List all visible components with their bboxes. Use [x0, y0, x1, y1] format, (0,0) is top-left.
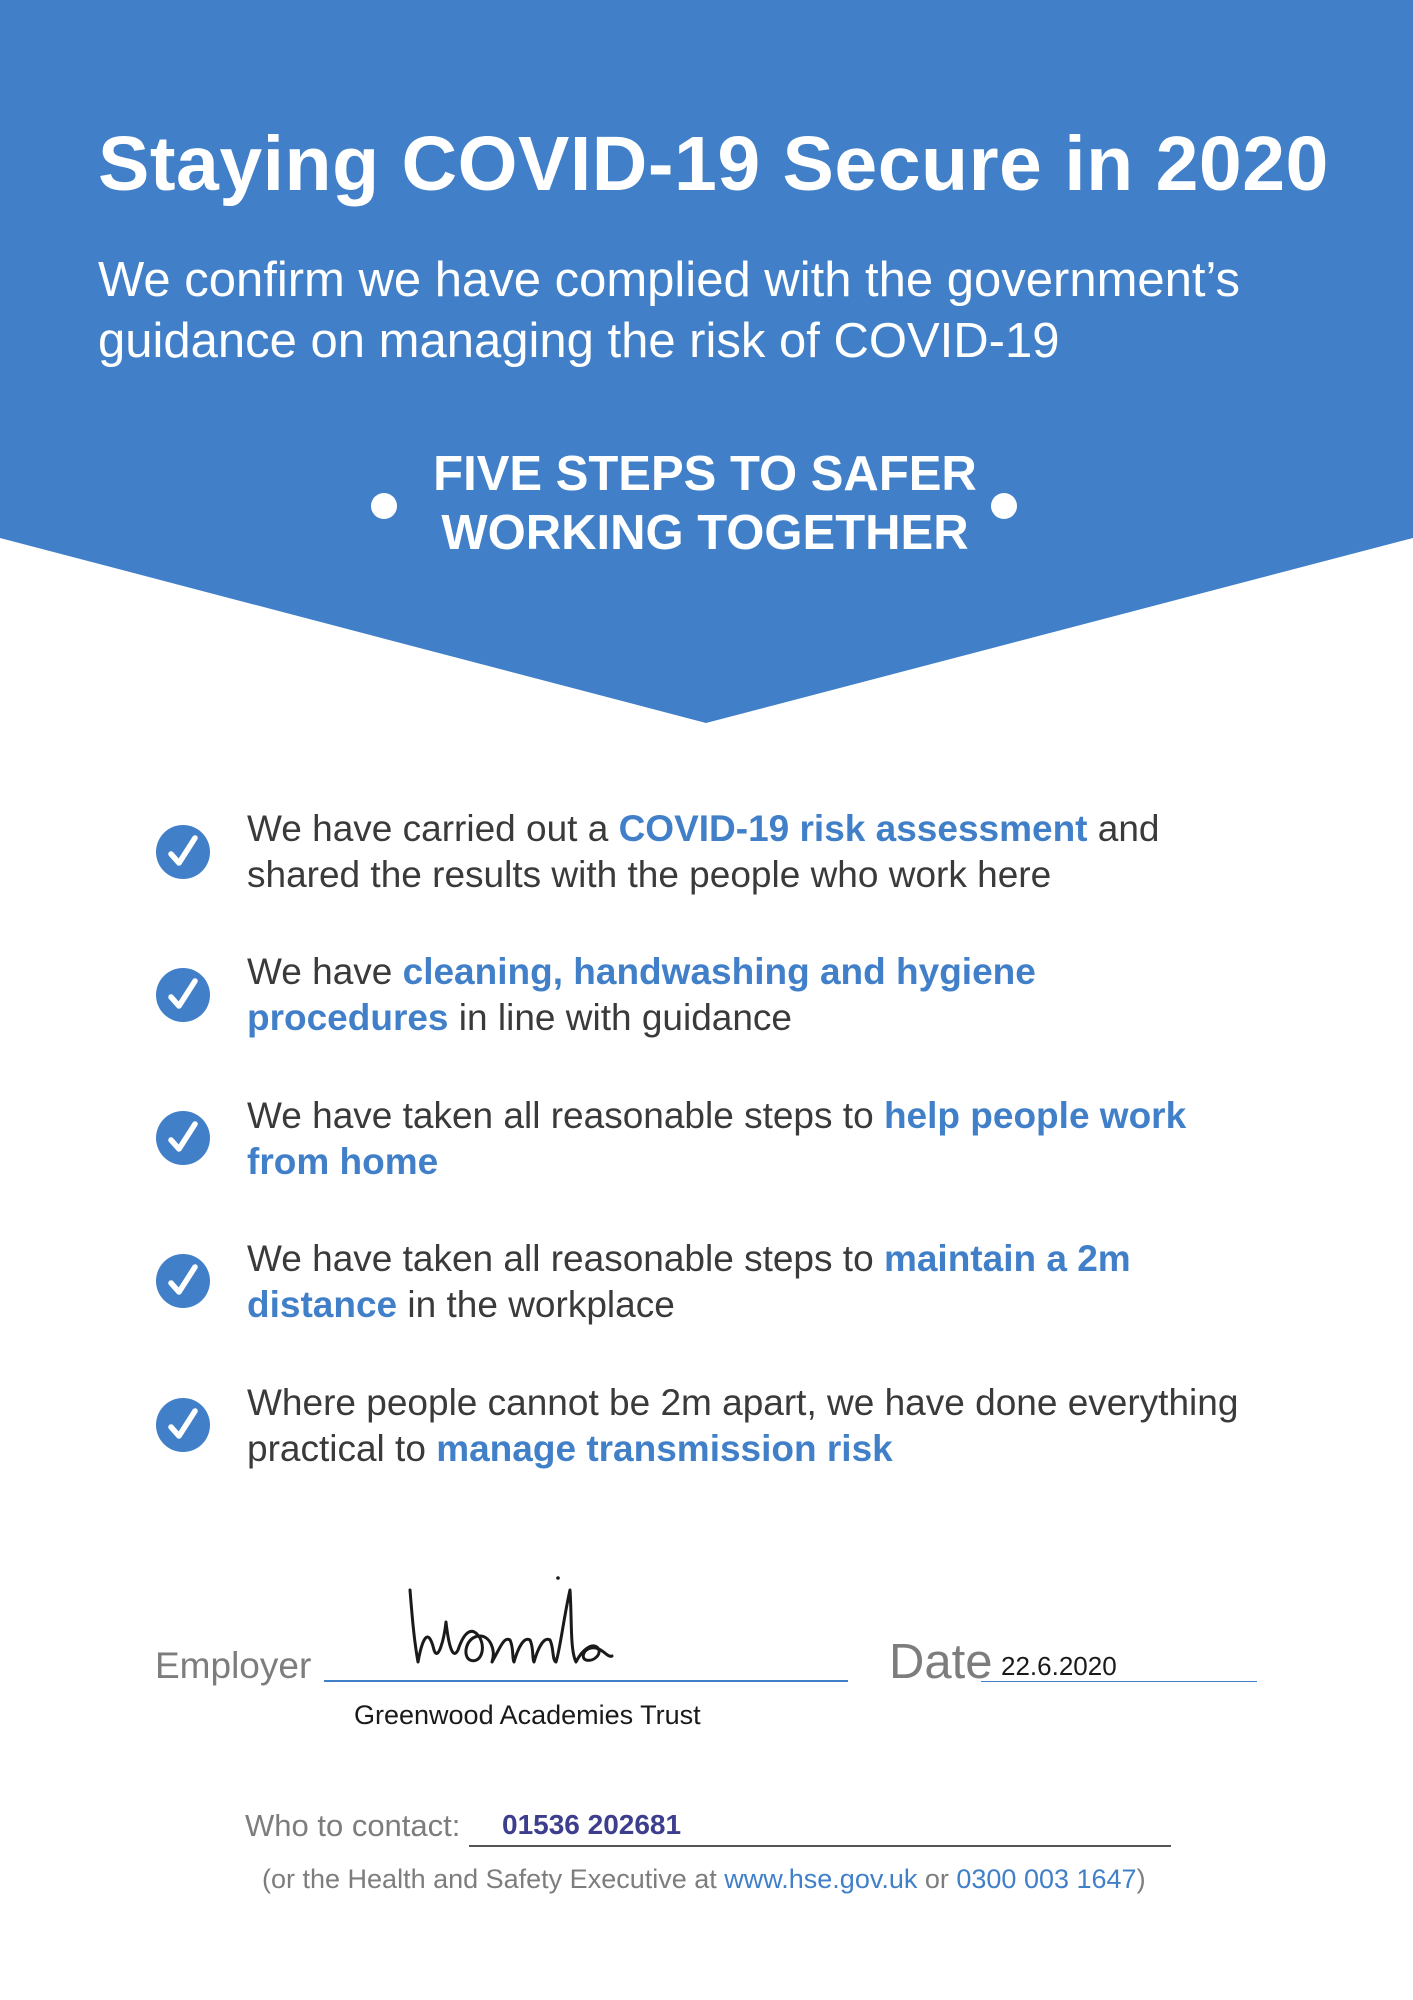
step-highlight-text: cleaning, handwashing and hygiene procedures — [247, 951, 1036, 1038]
step-item — [247, 1380, 1247, 1472]
employer-signature-line — [324, 1680, 848, 1682]
step-item — [247, 1236, 1247, 1328]
step-text: We have taken all reasonable steps to — [247, 1238, 884, 1279]
date-value: 22.6.2020 — [1001, 1651, 1117, 1681]
hse-contact-note — [262, 1864, 1146, 1895]
page-subtitle: We confirm we have complied with the government’s guidance on managing the risk of COVID-19 — [98, 253, 1241, 368]
hse-phone: 0300 003 1647 — [956, 1864, 1137, 1894]
check-circle-icon — [156, 1111, 210, 1165]
steps-heading-line-1: FIVE STEPS TO SAFER — [433, 447, 977, 501]
step-text: in the workplace — [397, 1284, 675, 1325]
contact-phone: 01536 202681 — [502, 1809, 682, 1840]
check-circle-icon — [156, 1398, 210, 1452]
step-highlight-text: help people work from home — [247, 1095, 1187, 1182]
step-text: We have — [247, 951, 403, 992]
hse-prefix: (or the Health and Safety Executive at — [262, 1864, 725, 1894]
step-text: We have carried out a — [247, 808, 619, 849]
contact-line — [469, 1845, 1171, 1847]
date-label: Date — [889, 1635, 993, 1689]
check-circle-icon — [156, 825, 210, 879]
hse-suffix: ) — [1136, 1864, 1146, 1894]
hse-middle: or — [917, 1864, 957, 1894]
bullet-dot-right — [991, 493, 1017, 519]
hse-website-link[interactable]: www.hse.gov.uk — [724, 1864, 918, 1894]
page-title: Staying COVID-19 Secure in 2020 — [98, 121, 1329, 207]
step-text: and shared the results with the people who work here — [247, 808, 1160, 895]
step-item — [247, 949, 1247, 1041]
date-line — [981, 1681, 1257, 1682]
step-item — [247, 806, 1247, 898]
employer-signature — [400, 1570, 620, 1680]
steps-heading-line-2: WORKING TOGETHER — [441, 506, 969, 560]
contact-label: Who to contact: — [245, 1808, 461, 1843]
step-text: Where people cannot be 2m apart, we have done everything practical to — [247, 1382, 1239, 1469]
step-text: We have taken all reasonable steps to — [247, 1095, 884, 1136]
step-highlight-text: COVID-19 risk assessment — [618, 808, 1088, 849]
step-text: in line with guidance — [448, 997, 793, 1038]
check-circle-icon — [156, 968, 210, 1022]
step-highlight-text: maintain a 2m distance — [247, 1238, 1131, 1325]
step-item — [247, 1093, 1247, 1185]
step-highlight-text: manage transmission risk — [436, 1428, 893, 1469]
steps-heading — [360, 445, 1050, 563]
employer-name: Greenwood Academies Trust — [354, 1700, 701, 1730]
check-circle-icon — [156, 1254, 210, 1308]
employer-label: Employer — [155, 1645, 312, 1686]
